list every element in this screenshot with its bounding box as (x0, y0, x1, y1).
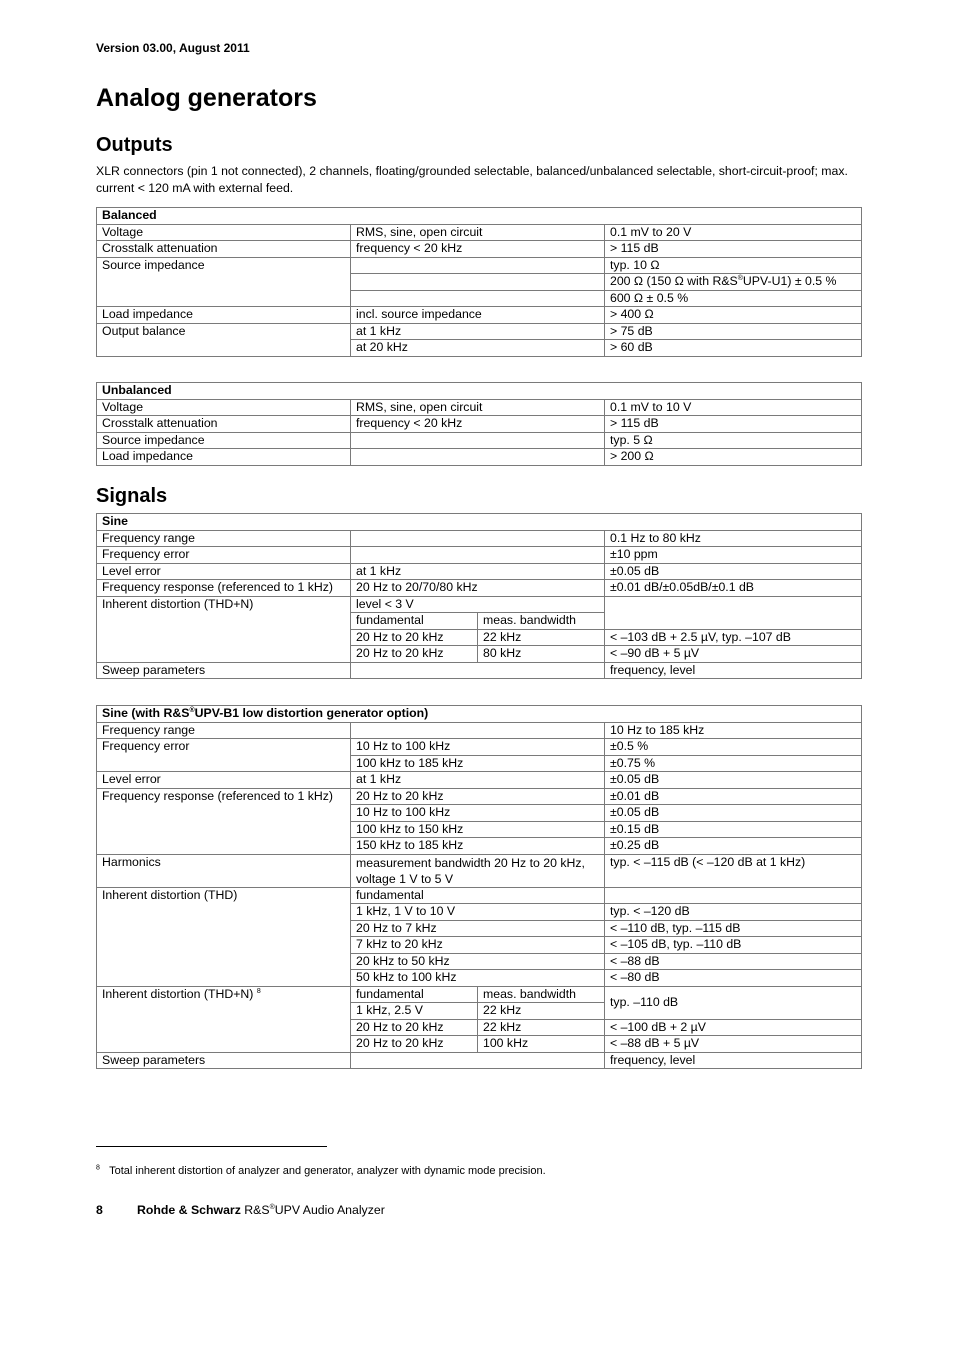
param-condition: 10 Hz to 100 kHz (351, 739, 605, 756)
table-row (97, 563, 862, 580)
param-label: Crosstalk attenuation (97, 241, 351, 258)
param-label: Level error (97, 563, 351, 580)
table-row (97, 986, 862, 1003)
param-value: 0.1 Hz to 80 kHz (605, 530, 862, 547)
param-value: ±0.25 dB (605, 838, 862, 855)
table-row (97, 514, 862, 531)
param-value: < –88 dB + 5 µV (605, 1036, 862, 1053)
param-label: Load impedance (97, 307, 351, 324)
param-condition (351, 257, 605, 274)
param-label: Sweep parameters (97, 1052, 351, 1069)
param-condition (351, 1052, 605, 1069)
param-bandwidth: 22 kHz (478, 1003, 605, 1020)
param-label: Frequency error (97, 547, 351, 564)
param-condition: 20 Hz to 20 kHz (351, 788, 605, 805)
param-condition: RMS, sine, open circuit (351, 399, 605, 416)
table-row (97, 224, 862, 241)
table-row (97, 432, 862, 449)
param-label: Source impedance (97, 257, 351, 307)
param-condition: 150 kHz to 185 kHz (351, 838, 605, 855)
param-value: ±0.5 % (605, 739, 862, 756)
table-row (97, 416, 862, 433)
footnote-divider (96, 1146, 327, 1147)
table-row (97, 788, 862, 805)
param-label: Inherent distortion (THD+N) $^8$ (97, 986, 351, 1052)
param-value: ±0.75 % (605, 755, 862, 772)
param-label: Frequency error (97, 739, 351, 772)
param-value: > 115 dB (605, 241, 862, 258)
param-label: Voltage (97, 224, 351, 241)
page-number: 8 (96, 1203, 103, 1217)
param-condition: 10 Hz to 100 kHz (351, 805, 605, 822)
table-row (97, 383, 862, 400)
param-label: Source impedance (97, 432, 351, 449)
param-condition: 100 kHz to 185 kHz (351, 755, 605, 772)
page-footer: 8 Rohde & Schwarz R&S®UPV Audio Analyzer (96, 1203, 385, 1217)
subcolumn-header: fundamental (351, 887, 605, 904)
param-value: < –100 dB + 2 µV (605, 1019, 862, 1036)
param-condition (351, 547, 605, 564)
param-condition: 20 Hz to 20 kHz (351, 629, 478, 646)
param-value: ±0.05 dB (605, 772, 862, 789)
product-name: UPV Audio Analyzer (274, 1203, 385, 1217)
param-label: Crosstalk attenuation (97, 416, 351, 433)
param-bandwidth: 80 kHz (478, 646, 605, 663)
company-name: Rohde & Schwarz (137, 1203, 241, 1217)
param-value: 200 Ω (150 Ω with R&S®UPV-U1) ± 0.5 % (605, 274, 862, 291)
param-label: Sweep parameters (97, 662, 351, 679)
param-value: typ. 10 Ω (605, 257, 862, 274)
page-title: Analog generators (96, 84, 317, 112)
table-header: Sine (97, 514, 862, 531)
param-condition: frequency < 20 kHz (351, 241, 605, 258)
param-condition: 1 kHz, 1 V to 10 V (351, 904, 605, 921)
param-label: Frequency response (referenced to 1 kHz) (97, 580, 351, 597)
param-value: 0.1 mV to 10 V (605, 399, 862, 416)
table-header: Unbalanced (97, 383, 862, 400)
table-row (97, 530, 862, 547)
param-condition (351, 662, 605, 679)
param-condition: 20 Hz to 20/70/80 kHz (351, 580, 605, 597)
param-condition: RMS, sine, open circuit (351, 224, 605, 241)
param-value: < –103 dB + 2.5 µV, typ. –107 dB (605, 629, 862, 646)
param-condition: incl. source impedance (351, 307, 605, 324)
param-value: typ. < –120 dB (605, 904, 862, 921)
param-value: ±0.01 dB/±0.05dB/±0.1 dB (605, 580, 862, 597)
param-condition: 20 Hz to 20 kHz (351, 1019, 478, 1036)
table-row (97, 662, 862, 679)
param-condition: 1 kHz, 2.5 V (351, 1003, 478, 1020)
param-value: > 115 dB (605, 416, 862, 433)
param-value: ±0.05 dB (605, 805, 862, 822)
table-row (97, 706, 862, 723)
param-label: Inherent distortion (THD) (97, 887, 351, 986)
param-label: Frequency response (referenced to 1 kHz) (97, 788, 351, 854)
param-label: Level error (97, 772, 351, 789)
param-condition: 7 kHz to 20 kHz (351, 937, 605, 954)
footnote-ref: 8 (256, 987, 261, 995)
param-value: typ. –110 dB (605, 986, 862, 1019)
param-condition: 20 Hz to 20 kHz (351, 1036, 478, 1053)
param-label: Harmonics (97, 854, 351, 887)
param-condition: level < 3 V (351, 596, 605, 613)
param-bandwidth: 100 kHz (478, 1036, 605, 1053)
param-value: < –105 dB, typ. –110 dB (605, 937, 862, 954)
param-condition: measurement bandwidth 20 Hz to 20 kHz, voltage 1 V to 5 V (351, 854, 605, 887)
param-label: Inherent distortion (THD+N) (97, 596, 351, 662)
param-bandwidth: 22 kHz (478, 629, 605, 646)
table-row (97, 307, 862, 324)
param-condition (351, 722, 605, 739)
table-row (97, 887, 862, 904)
subcolumn-header: meas. bandwidth (478, 613, 605, 630)
param-condition: 100 kHz to 150 kHz (351, 821, 605, 838)
param-value: 600 Ω ± 0.5 % (605, 290, 862, 307)
param-value: > 60 dB (605, 340, 862, 357)
param-condition (351, 432, 605, 449)
table-row (97, 722, 862, 739)
param-label: Frequency range (97, 530, 351, 547)
subcolumn-header: meas. bandwidth (478, 986, 605, 1003)
param-value: 0.1 mV to 20 V (605, 224, 862, 241)
param-value: < –88 dB (605, 953, 862, 970)
param-condition (351, 530, 605, 547)
param-bandwidth: 22 kHz (478, 1019, 605, 1036)
param-value: typ. 5 Ω (605, 432, 862, 449)
param-condition: at 1 kHz (351, 772, 605, 789)
param-condition: at 1 kHz (351, 323, 605, 340)
param-condition: 20 Hz to 7 kHz (351, 920, 605, 937)
sine-b1-table (96, 705, 862, 1069)
balanced-table (96, 207, 862, 357)
param-condition: 50 kHz to 100 kHz (351, 970, 605, 987)
param-value: ±0.01 dB (605, 788, 862, 805)
outputs-heading: Outputs (96, 134, 173, 156)
param-value: > 200 Ω (605, 449, 862, 466)
param-value: > 75 dB (605, 323, 862, 340)
param-label: Voltage (97, 399, 351, 416)
param-value: typ. < –115 dB (< –120 dB at 1 kHz) (605, 854, 862, 887)
param-condition: frequency < 20 kHz (351, 416, 605, 433)
table-row (97, 257, 862, 274)
param-condition: 20 Hz to 20 kHz (351, 646, 478, 663)
table-row (97, 1052, 862, 1069)
table-row (97, 208, 862, 225)
param-value: < –90 dB + 5 µV (605, 646, 862, 663)
table-row (97, 854, 862, 887)
table-row (97, 580, 862, 597)
table-row (97, 739, 862, 756)
param-label: Output balance (97, 323, 351, 356)
subcolumn-header: fundamental (351, 613, 478, 630)
param-value: < –80 dB (605, 970, 862, 987)
param-value: ±10 ppm (605, 547, 862, 564)
param-value (605, 596, 862, 629)
table-row (97, 596, 862, 613)
sine-table (96, 513, 862, 679)
table-row (97, 241, 862, 258)
param-value: > 400 Ω (605, 307, 862, 324)
param-value: < –110 dB, typ. –115 dB (605, 920, 862, 937)
param-label: Load impedance (97, 449, 351, 466)
param-value (605, 887, 862, 904)
outputs-intro: XLR connectors (pin 1 not connected), 2 channels, floating/grounded selectable, balanced/unbalanced selectable, short-circuit-proof; max. current < 120 mA with external feed. (96, 164, 848, 195)
param-value: ±0.15 dB (605, 821, 862, 838)
param-condition (351, 274, 605, 291)
param-condition: at 1 kHz (351, 563, 605, 580)
table-header: Sine (with R&S®UPV-B1 low distortion generator option) (97, 706, 862, 723)
param-value: ±0.05 dB (605, 563, 862, 580)
table-row (97, 547, 862, 564)
param-condition (351, 290, 605, 307)
param-condition: 20 kHz to 50 kHz (351, 953, 605, 970)
footnote: $^8$ Total inherent distortion of analyzer and generator, analyzer with dynamic mode precision. (96, 1164, 546, 1177)
unbalanced-table (96, 382, 862, 466)
table-row (97, 399, 862, 416)
signals-heading: Signals (96, 485, 168, 507)
param-value: 10 Hz to 185 kHz (605, 722, 862, 739)
param-label: Frequency range (97, 722, 351, 739)
table-row (97, 772, 862, 789)
table-row (97, 323, 862, 340)
subcolumn-header: fundamental (351, 986, 478, 1003)
param-value: frequency, level (605, 662, 862, 679)
param-condition: at 20 kHz (351, 340, 605, 357)
table-header: Balanced (97, 208, 862, 225)
table-row (97, 449, 862, 466)
version-line: Version 03.00, August 2011 (96, 41, 250, 55)
param-value: frequency, level (605, 1052, 862, 1069)
param-condition (351, 449, 605, 466)
